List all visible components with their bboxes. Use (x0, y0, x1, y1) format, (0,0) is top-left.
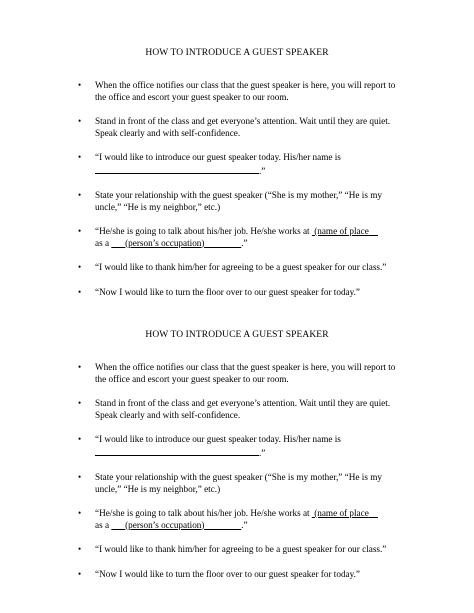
item-text-line: When the office notifies our class that the guest speaker is here, you will report to (95, 362, 396, 372)
item-text-line: “Now I would like to turn the floor over to our guest speaker for today.” (95, 286, 361, 297)
bullet-icon: • (78, 116, 82, 126)
item-text-line: “I would like to introduce our guest speaker today. His/her name is (95, 152, 341, 162)
item-text-line: “Now I would like to turn the floor over to our guest speaker for today.” (95, 568, 361, 579)
place-blank: (name of place (314, 508, 369, 518)
list-item (0, 116, 474, 139)
item-text-line: the office and escort your guest speaker to our room. (95, 373, 289, 384)
job-prefix: “He/she is going to talk about his/her job. He/she works at (95, 508, 312, 518)
item-text-line: State your relationship with the guest speaker (“She is my mother,” “He is my (95, 472, 382, 482)
item-text-line (95, 508, 408, 520)
list-item (0, 544, 474, 556)
blank-line-row (95, 446, 408, 460)
occupation-blank: (person’s occupation) (125, 519, 205, 530)
name-blank (95, 446, 259, 456)
bullet-icon: • (78, 286, 82, 297)
item-text-line: uncle,” “He is my neighbor,” etc.) (95, 483, 221, 494)
instruction-section-2 (0, 329, 474, 593)
bullet-icon: • (78, 226, 82, 236)
item-text-line: Speak clearly and with self-confidence. (95, 409, 241, 420)
bullet-icon: • (78, 508, 82, 518)
bullet-icon: • (78, 262, 82, 272)
job-as: as a (95, 237, 112, 248)
item-text-line: “I would like to thank him/her for agreeing to be a guest speaker for our class.” (95, 262, 387, 272)
job-suffix: .” (241, 237, 248, 248)
instruction-list (0, 80, 474, 298)
bullet-icon: • (78, 80, 82, 90)
list-item (0, 472, 474, 495)
list-item (0, 362, 474, 385)
blank-suffix: .” (259, 165, 266, 176)
item-text-line: the office and escort your guest speaker to our room. (95, 91, 289, 102)
section-title: HOW TO INTRODUCE A GUEST SPEAKER (145, 330, 329, 340)
list-item (0, 190, 474, 213)
item-text-line: Stand in front of the class and get everyone’s attention. Wait until they are quiet. (95, 398, 391, 408)
bullet-icon: • (78, 362, 82, 372)
item-text-line: “I would like to thank him/her for agreeing to be a guest speaker for our class.” (95, 544, 387, 554)
list-item (0, 287, 474, 299)
instruction-section-1 (0, 47, 474, 311)
blank-line-row (95, 164, 408, 178)
item-text-line (95, 520, 408, 532)
bullet-icon: • (78, 544, 82, 554)
item-text-line: “I would like to introduce our guest speaker today. His/her name is (95, 434, 341, 444)
bullet-icon: • (78, 398, 82, 408)
list-item (0, 569, 474, 581)
item-text-line (95, 238, 408, 250)
list-item (0, 226, 474, 249)
list-item (0, 262, 474, 274)
job-prefix: “He/she is going to talk about his/her job. He/she works at (95, 226, 312, 236)
place-blank: (name of place (314, 226, 369, 236)
job-as: as a (95, 519, 112, 530)
list-item (0, 80, 474, 103)
bullet-icon: • (78, 472, 82, 482)
section-title: HOW TO INTRODUCE A GUEST SPEAKER (145, 48, 329, 58)
item-text-line: When the office notifies our class that the guest speaker is here, you will report to (95, 80, 396, 90)
list-item (0, 152, 474, 177)
item-text-line: State your relationship with the guest speaker (“She is my mother,” “He is my (95, 190, 382, 200)
job-suffix: .” (241, 519, 248, 530)
bullet-icon: • (78, 152, 82, 162)
item-text-line: Speak clearly and with self-confidence. (95, 127, 241, 138)
blank-suffix: .” (259, 447, 266, 458)
bullet-icon: • (78, 190, 82, 200)
instruction-list (0, 362, 474, 580)
item-text-line: uncle,” “He is my neighbor,” etc.) (95, 201, 221, 212)
bullet-icon: • (78, 434, 82, 444)
list-item (0, 434, 474, 459)
name-blank (95, 164, 259, 174)
list-item (0, 508, 474, 531)
occupation-blank: (person’s occupation) (125, 237, 205, 248)
item-text-line (95, 226, 408, 238)
item-text-line: Stand in front of the class and get everyone’s attention. Wait until they are quiet. (95, 116, 391, 126)
list-item (0, 398, 474, 421)
bullet-icon: • (78, 568, 82, 579)
